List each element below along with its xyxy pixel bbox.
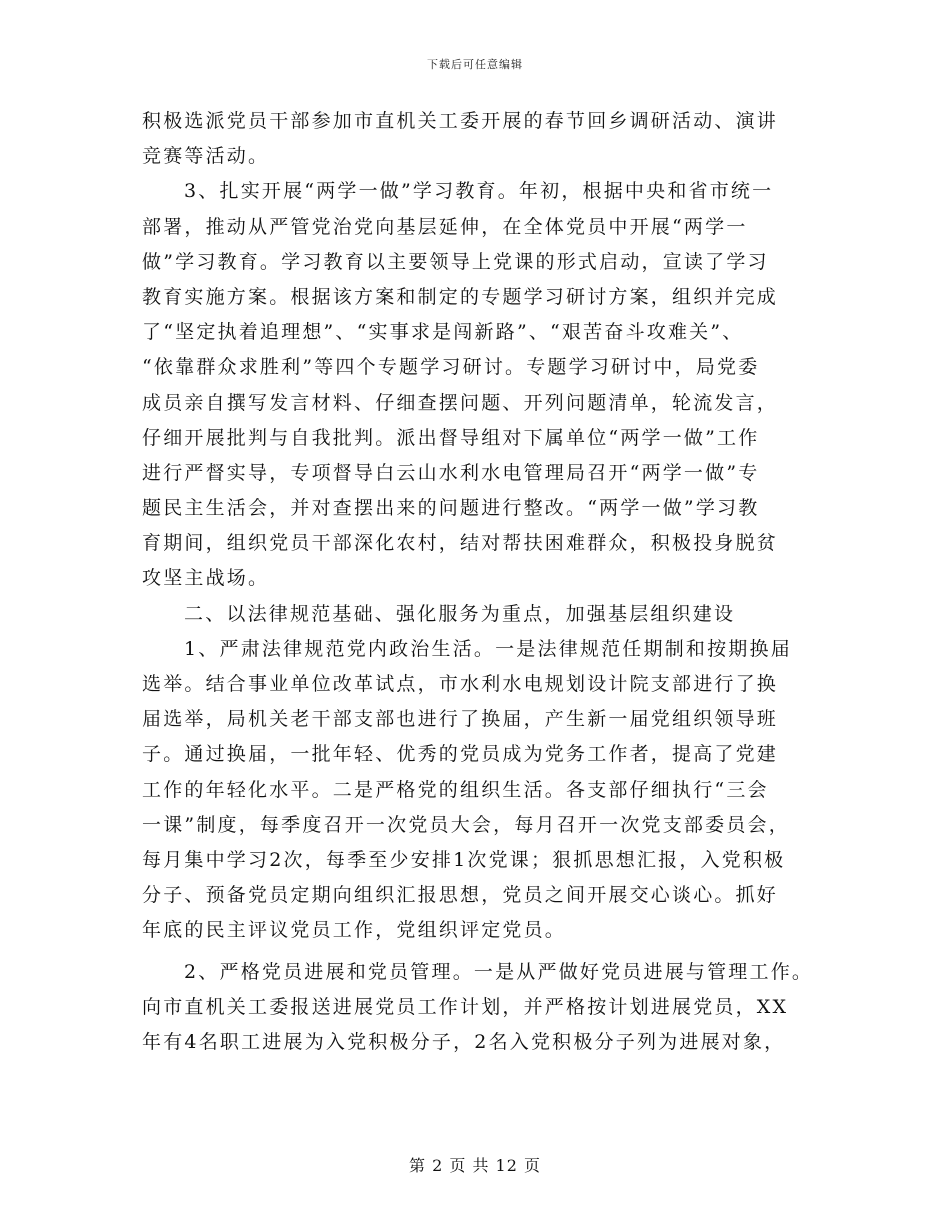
body-line: 教育实施方案。根据该方案和制定的专题学习研讨方案，组织并完成 — [142, 285, 779, 308]
body-line: 积极选派党员干部参加市直机关工委开展的春节回乡调研活动、演讲 — [142, 110, 779, 132]
body-line: 子。通过换届，一批年轻、优秀的党员成为党务工作者，提高了党建 — [142, 743, 779, 766]
body-line: 每月集中学习2次，每季至少安排1次党课；狠抓思想汇报，入党积极 — [142, 848, 786, 871]
body-line: 成员亲自撰写发言材料、仔细查摆问题、开列问题清单，轮流发言， — [142, 391, 779, 414]
body-line: 向市直机关工委报送进展党员工作计划，并严格按计划进展党员，XX — [142, 995, 789, 1018]
body-line: 选举。结合事业单位改革试点，市水利水电规划设计院支部进行了换 — [142, 673, 779, 695]
body-line: 年有4名职工进展为入党积极分子，2名入党积极分子列为进展对象， — [142, 1030, 786, 1053]
page-header: 下载后可任意编辑 — [427, 58, 523, 71]
body-line: 部署，推动从严管党治党向基层延伸，在全体党员中开展“两学一 — [142, 215, 748, 238]
body-line: 竞赛等活动。 — [142, 145, 270, 168]
body-line: 进行严督实导，专项督导白云山水利水电管理局召开“两学一做”专 — [142, 461, 760, 484]
body-line: 届选举，局机关老干部支部也进行了换届，产生新一届党组织领导班 — [142, 708, 779, 731]
body-line: “依靠群众求胜利”等四个专题学习研讨。专题学习研讨中，局党委 — [142, 356, 760, 379]
body-line: 一课”制度，每季度召开一次党员大会，每月召开一次党支部委员会， — [142, 813, 790, 836]
body-line: 分子、预备党员定期向组织汇报思想，党员之间开展交心谈心。抓好 — [142, 884, 779, 907]
body-line: 3、扎实开展“两学一做”学习教育。年初，根据中央和省市统一 — [184, 180, 774, 203]
body-line: 了“坚定执着追理想”、“实事求是闯新路”、“艰苦奋斗攻难关”、 — [142, 321, 744, 344]
body-line: 仔细开展批判与自我批判。派出督导组对下属单位“两学一做”工作 — [142, 426, 760, 449]
document-body — [142, 104, 822, 1060]
body-line: 题民主生活会，并对查摆出来的问题进行整改。“两学一做”学习教 — [142, 497, 760, 520]
body-line: 工作的年轻化水平。二是严格党的组织生活。各支部仔细执行“三会 — [142, 778, 769, 801]
page-footer: 第 2 页 共 12 页 — [409, 1156, 541, 1175]
body-line: 2、严格党员进展和党员管理。一是从严做好党员进展与管理工作。 — [184, 960, 814, 983]
body-line: 年底的民主评议党员工作，党组织评定党员。 — [142, 919, 567, 942]
body-line: 育期间，组织党员干部深化农村，结对帮扶困难群众，积极投身脱贫 — [142, 532, 779, 555]
body-line: 做”学习教育。学习教育以主要领导上党课的形式启动，宣读了学习 — [142, 250, 769, 273]
body-line: 1、严肃法律规范党内政治生活。一是法律规范任期制和按期换届 — [184, 637, 792, 660]
body-line: 攻坚主战场。 — [142, 567, 270, 590]
section-heading: 二、以法律规范基础、强化服务为重点，加强基层组织建设 — [184, 602, 736, 625]
